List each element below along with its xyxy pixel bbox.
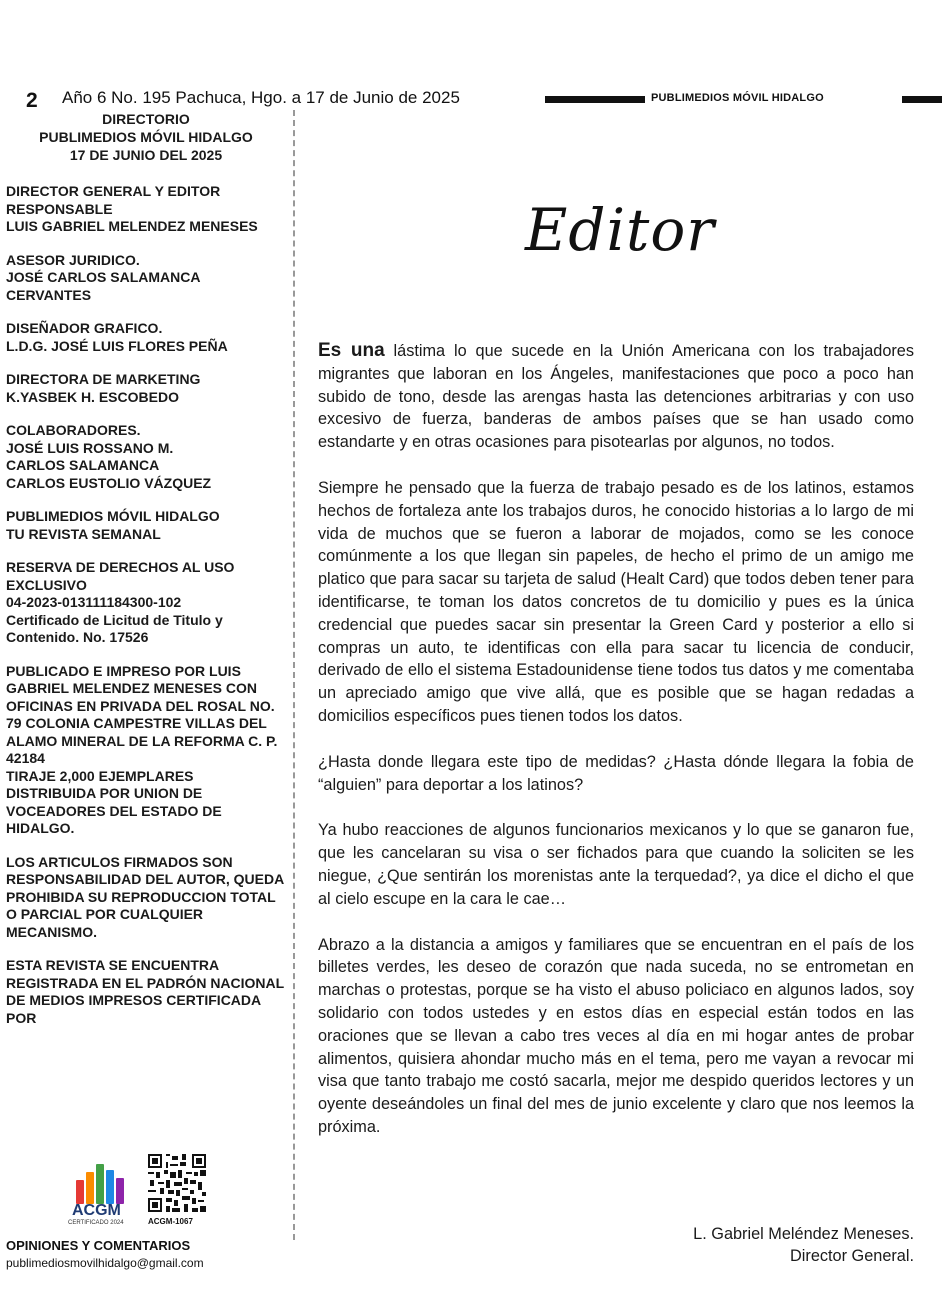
acgm-bar bbox=[76, 1180, 84, 1204]
acgm-bar bbox=[86, 1172, 94, 1204]
credit-designer: DISEÑADOR GRAFICO. L.D.G. JOSÉ LUIS FLORES PEÑA bbox=[6, 320, 228, 354]
acgm-certified-year: CERTIFICADO 2024 bbox=[68, 1220, 124, 1226]
opinions-label: OPINIONES Y COMENTARIOS bbox=[6, 1238, 191, 1253]
page-number: 2 bbox=[26, 89, 38, 112]
credit-registry: ESTA REVISTA SE ENCUENTRA REGISTRADA EN EL PADRÓN NACIONAL DE MEDIOS IMPRESOS CERTIFICADA POR bbox=[6, 957, 284, 1026]
acgm-bar bbox=[116, 1178, 124, 1204]
paragraph-3: ¿Hasta donde llegara este tipo de medidas? ¿Hasta dónde llegara la fobia de “alguien” para deportar a los latinos? bbox=[318, 752, 914, 794]
column-divider bbox=[293, 110, 295, 1240]
acgm-bar bbox=[96, 1164, 104, 1204]
directory-header bbox=[6, 110, 286, 164]
lead-in: Es una bbox=[318, 340, 385, 361]
credit-publisher: PUBLICADO E IMPRESO POR LUIS GABRIEL MELENDEZ MENESES CON OFICINAS EN PRIVADA DEL ROSAL NO. 79 COLONIA CAMPESTRE VILLAS DEL ALAMO MINERAL DE LA REFORMA C. P. 42184 TIRAJE 2,000 EJEMPLARES DISTRIBUIDA POR UNION DE VOCEADORES DEL ESTADO DE HIDALGO. bbox=[6, 662, 278, 836]
paragraph-4: Ya hubo reacciones de algunos funcionarios mexicanos y lo que se ganaron fue, que les cancelaran su visa o ser fichados para que cuando la soliciten se les niegue, ¿Que sentirán los morenistas ante la terquedad?, ya dice el dicho el que al cielo escupe en la cara le cae… bbox=[318, 821, 914, 908]
acgm-logo-text: ACGM bbox=[72, 1202, 121, 1219]
header-rule-left bbox=[545, 96, 645, 103]
credit-marketing: DIRECTORA DE MARKETING K.YASBEK H. ESCOBEDO bbox=[6, 371, 201, 405]
credit-disclaimer: LOS ARTICULOS FIRMADOS SON RESPONSABILIDAD DEL AUTOR, QUEDA PROHIBIDA SU REPRODUCCION TOTAL O PARCIAL POR CUALQUIER MECANISMO. bbox=[6, 853, 284, 940]
editorial-article bbox=[318, 340, 914, 1162]
credit-collaborators: COLABORADORES. JOSÉ LUIS ROSSANO M. CARLOS SALAMANCA CARLOS EUSTOLIO VÁZQUEZ bbox=[6, 422, 212, 491]
credit-director: DIRECTOR GENERAL Y EDITOR RESPONSABLE LUIS GABRIEL MELENDEZ MENESES bbox=[6, 183, 258, 234]
section-title: Editor bbox=[525, 196, 715, 264]
paragraph-5: Abrazo a la distancia a amigos y familiares que se encuentran en el país de los billetes verdes, les deseo de corazón que nada suceda, no se entrometan en marchas o protestas, porque se ha visto el abuso policiaco en algunos lados, soy solidario con todos ustedes y en estos días en especial están todos en las oraciones que se llevan a cabo tres veces al día en mi hogar antes de probar alimentos, quisiera ahondar mucho más en el tema, pero me vayan a revocar mi visa que tanto trabajo me costó sacarla, mejor me despido queridos lectores y un oyente deseándoles un final del mes de junio excelente y claro que nos leemos la próxima. bbox=[318, 935, 914, 1136]
contact-email: publimediosmovilhidalgo@gmail.com bbox=[6, 1256, 204, 1270]
issue-line: Año 6 No. 195 Pachuca, Hgo. a 17 de Junio de 2025 bbox=[62, 88, 460, 107]
credit-tagline: PUBLIMEDIOS MÓVIL HIDALGO TU REVISTA SEMANAL bbox=[6, 508, 220, 542]
signature bbox=[693, 1223, 914, 1267]
signature-name: L. Gabriel Meléndez Meneses. bbox=[693, 1225, 914, 1243]
paragraph-1-text: lástima lo que sucede en la Unión Americana con los trabajadores migrantes que laboran en los Ángeles, manifestaciones que poco a poco han subido de tono, desde las arengas hasta las detenciones arbitrarias y con uso excesivo de fuerza, banderas de ambos países que se han usado como estandarte y en otras ocasiones para pisotearlas por algunos, no todos. bbox=[318, 342, 914, 452]
directory-title: DIRECTORIO bbox=[102, 111, 190, 127]
acgm-bars-icon bbox=[76, 1160, 128, 1204]
header-brand: PUBLIMEDIOS MÓVIL HIDALGO bbox=[651, 92, 824, 104]
paragraph-2: Siempre he pensado que la fuerza de trabajo pesado es de los latinos, estamos hechos de fortaleza ante los trabajos duros, he conocido historias a lo largo de mi vida de muchos que se fueron a laborar de mojados, como se les conoce comúnmente a los que llegan sin papeles, de hecho el primo de un amigo me platico que para sacar su tarjeta de salud (Healt Card) que todos deben tener para identificarse, te toman los datos concretos de tu domicilio y pues es la única credencial que puedes sacar sin presentar la Green Card y posterior a ello si compras un auto, te identificas con ella para sacar tu licencia de conducir, derivado de ello el sistema Estadounidense tiene todos tus datos y me comentaba un apreciado amigo que vive allá, que es posible que se hagan redadas a domicilios específicos pues tienen todos los datos. bbox=[318, 478, 914, 725]
paragraph-1 bbox=[318, 340, 914, 454]
acgm-code: ACGM-1067 bbox=[148, 1217, 193, 1226]
directory-sidebar bbox=[6, 110, 286, 1043]
acgm-bar bbox=[106, 1170, 114, 1204]
qr-code-icon bbox=[148, 1154, 206, 1212]
acgm-certification bbox=[62, 1150, 222, 1232]
header-rule-right bbox=[902, 96, 942, 103]
directory-publication: PUBLIMEDIOS MÓVIL HIDALGO bbox=[39, 129, 253, 145]
credit-rights: RESERVA DE DERECHOS AL USO EXCLUSIVO 04-2023-013111184300-102 Certificado de Licitud de Titulo y Contenido. No. 17526 bbox=[6, 559, 235, 645]
credit-legal-advisor: ASESOR JURIDICO. JOSÉ CARLOS SALAMANCA CERVANTES bbox=[6, 251, 200, 303]
directory-date: 17 DE JUNIO DEL 2025 bbox=[69, 147, 223, 163]
signature-role: Director General. bbox=[790, 1247, 914, 1265]
